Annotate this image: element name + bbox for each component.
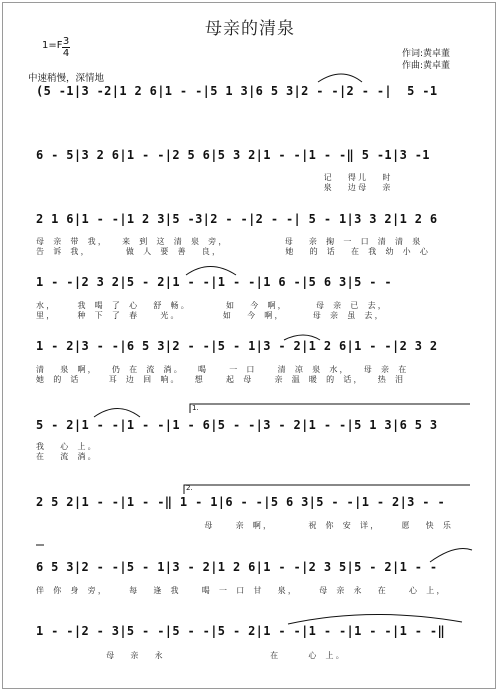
lyric-row-2-verse-1: 记 得儿 时 [36,173,393,182]
notation-row-7: 2 5 2|1 - -|1 - -‖ 1 - 1|6 - -|5 6 3|5 - -|1 - 2|3 - - [36,495,446,509]
volta-2-bracket [184,485,470,494]
volta-2-label: 2. [186,484,193,492]
slur-row8 [430,549,472,563]
key-signature: 1=F [42,40,63,51]
meter-top: 3 [62,36,70,47]
slur-row5 [284,335,320,340]
notation-row-2: 6 - 5|3 2 6|1 - -|2 5 6|5 3 2|1 - -|1 - -‖ 5 -1|3 -1 [36,148,430,162]
tempo-marking: 中速稍慢，深情地 [28,73,105,84]
lyric-row-2-verse-2: 泉 边母 亲 [36,183,393,192]
lyric-row-7-verse-1: 母 亲 啊， 祝 你 安 详， 愿 快 乐 [36,521,454,530]
notation-row-5: 1 - 2|3 - -|6 5 3|2 - -|5 - 1|3 - 2|1 2 6|1 - -|2 3 2 [36,339,438,353]
notation-row-4: 1 - -|2 3 2|5 - 2|1 - -|1 - -|1 6 -|5 6 3|5 - - [36,275,393,289]
slur-row4 [186,267,236,276]
volta-brackets [36,404,470,545]
notation-row-8: 6 5 3|2 - -|5 - 1|3 - 2|1 2 6|1 - -|2 3 5|5 - 2|1 - - [36,560,438,574]
composer-credit: 作曲:黄卓董 [402,61,451,71]
notation-row-3: 2 1 6|1 - -|1 2 3|5 -3|2 - -|2 - -| 5 - 1|3 3 2|1 2 6 [36,212,438,226]
lyric-row-3-verse-2: 告 诉 我， 做 人 要 善 良， 她 的 话 在 我 幼 小 心 [36,247,431,256]
slur-row6 [94,409,140,418]
lyric-row-8-verse-1: 伴 你 身 旁， 每 逢 我 喝 一 口 甘 泉， 母 亲 永 在 心 上， [36,586,447,595]
notation-row-1: (5 -1|3 -2|1 2 6|1 - -|5 1 3|6 5 3|2 - -|2 - -| 5 -1 [36,84,438,98]
song-title: 母亲的清泉 [205,19,295,39]
lyric-row-6-verse-1: 我 心 上。 [36,442,98,451]
lyric-row-4-verse-1: 水， 我 喝 了 心 舒 畅。 如 今 啊， 母 亲 已 去， [36,301,388,310]
meter-bottom: 4 [62,48,70,59]
volta-1-bracket [190,404,470,413]
lyric-row-6-verse-2: 在 流 淌。 [36,452,98,461]
notation-row-9: 1 - -|2 - 3|5 - -|5 - -|5 - 2|1 - -|1 - -|1 - -|1 - -‖ [36,624,446,638]
lyric-row-5-verse-1: 清 泉 啊， 仍 在 流 淌。 喝 一 口 清 凉 泉 水， 母 亲 在 [36,365,409,374]
slur-ties [94,74,472,624]
lyric-row-3-verse-1: 母 亲 带 我， 来 到 这 清 泉 旁， 母 亲 掬 一 口 清 清 泉 [36,237,423,246]
slur-row1 [318,74,362,82]
slur-row9 [288,614,462,624]
volta-1-label: 1. [192,404,199,412]
lyric-row-5-verse-2: 她 的 话 耳 边 回 响。 想 起 母 亲 温 暖 的 话， 热 泪 [36,375,406,384]
lyric-row-9-verse-1: 母 亲 永 在 心 上。 [36,651,346,660]
lyricist-credit: 作词:黄卓董 [402,49,451,59]
lyric-row-4-verse-2: 里， 种 下 了 春 光。 如 今 啊， 母 亲 虽 去， [36,311,385,320]
notation-row-6: 5 - 2|1 - -|1 - -|1 - 6|5 - -|3 - 2|1 - -|5 1 3|6 5 3 [36,418,438,432]
